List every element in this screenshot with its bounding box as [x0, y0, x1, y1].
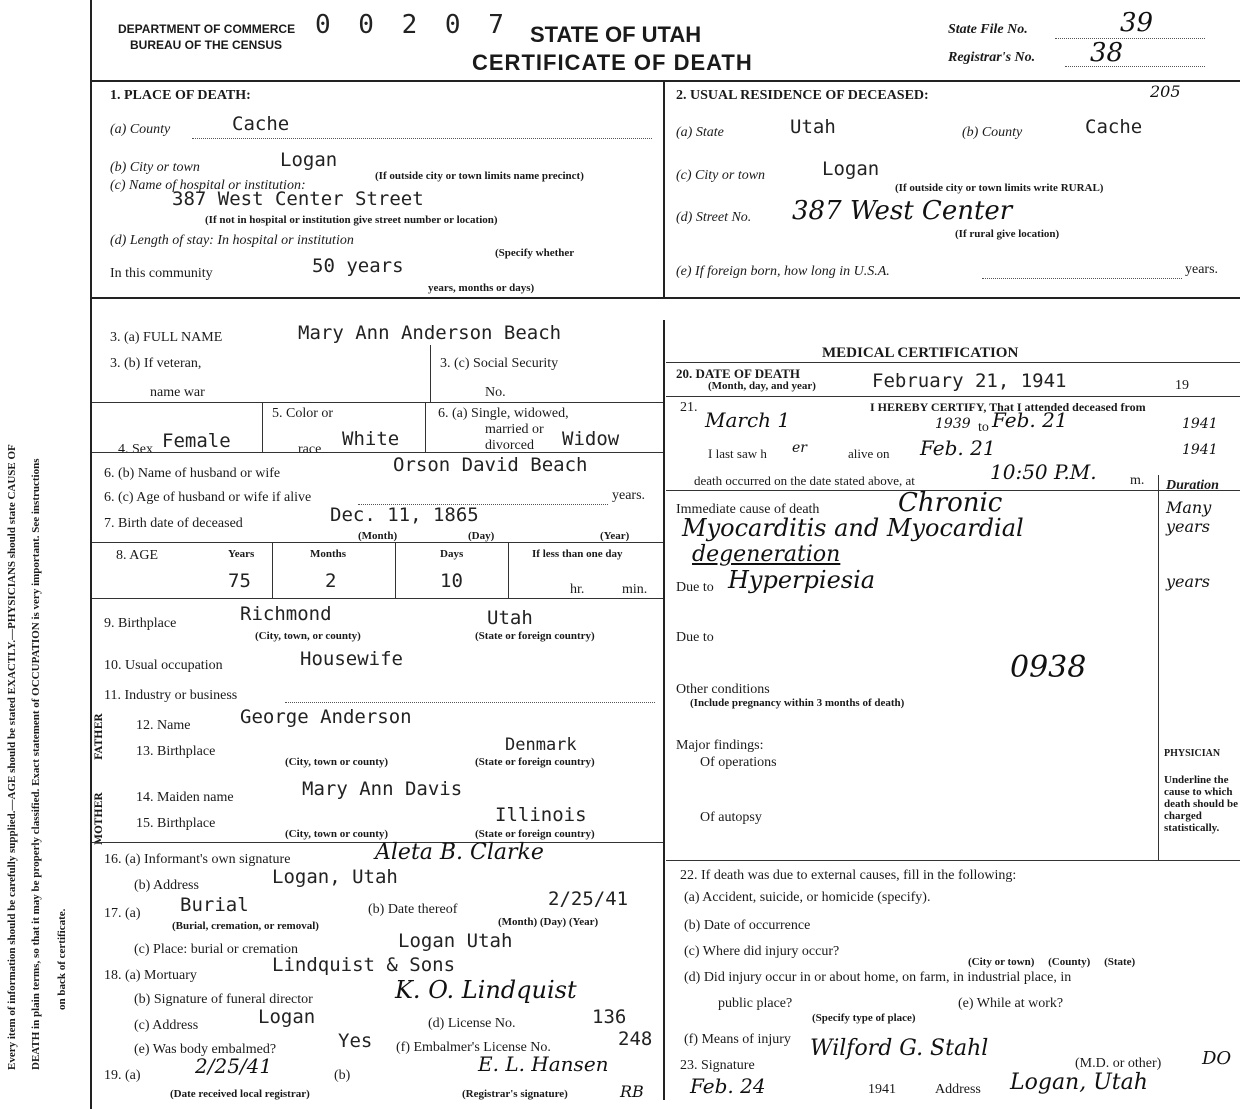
registrar-signature: E. L. Hansen [478, 1052, 609, 1076]
physician-signature: Wilford G. Stahl [810, 1036, 989, 1061]
city-value: Logan [280, 149, 338, 171]
birthplace-state: Utah [487, 607, 533, 629]
fullname-value: Mary Ann Anderson Beach [298, 322, 562, 344]
cause-line-1: Chronic [898, 488, 1003, 518]
death-time: 10:50 P.M. [990, 460, 1097, 484]
birthplace-city-note: (City, town, or county) [255, 630, 361, 642]
mother-state-note: (State or foreign country) [475, 828, 595, 840]
burial-date-note: (Month) (Day) (Year) [498, 916, 599, 928]
father-city-note: (City, town or county) [285, 756, 389, 768]
marital-label-2: married or [485, 422, 544, 437]
burial-label: 17. (a) [104, 906, 141, 921]
department-label: DEPARTMENT OF COMMERCE [118, 22, 296, 36]
last-saw-label: I last saw h [708, 446, 767, 461]
age-min: min. [622, 582, 648, 597]
industry-label: 11. Industry or business [104, 688, 238, 703]
at-work-label: (e) While at work? [958, 996, 1064, 1011]
medical-heading: MEDICAL CERTIFICATION [822, 345, 1019, 361]
attended-from-year: 1939 [935, 416, 971, 432]
father-state-note: (State or foreign country) [475, 756, 595, 768]
informant-address-value: Logan, Utah [272, 866, 398, 888]
state-file-label: State File No. [948, 22, 1028, 37]
birthplace-state-note: (State or foreign country) [475, 630, 595, 642]
res-street-label: (d) Street No. [676, 210, 752, 225]
res-city-note: (If outside city or town limits write RURAL) [895, 182, 1104, 194]
director-signature: K. O. Lindquist [395, 976, 577, 1004]
state-title: STATE OF UTAH [530, 22, 702, 47]
death-date-value: February 21, 1941 [872, 370, 1067, 392]
hospital-value: 387 West Center Street [172, 188, 424, 210]
immediate-cause-label: Immediate cause of death [676, 502, 820, 517]
alive-on-label: alive on [848, 446, 890, 461]
informant-label: 16. (a) Informant's own signature [104, 852, 291, 867]
physician-label: PHYSICIAN [1164, 748, 1221, 759]
other-conditions-note: (Include pregnancy within 3 months of death) [690, 697, 905, 709]
age-years-label: Years [228, 548, 255, 560]
birth-year-note: (Year) [600, 530, 630, 542]
race-value: White [342, 428, 400, 450]
funeral-address-label: (c) Address [134, 1018, 199, 1033]
county-value: Cache [232, 113, 290, 135]
alive-date: Feb. 21 [920, 436, 996, 460]
spouse-label: 6. (b) Name of husband or wife [104, 466, 281, 481]
res-county-label: (b) County [962, 125, 1023, 140]
occurred-label: death occurred on the date stated above, at [694, 473, 915, 488]
burial-place-label: (c) Place: burial or cremation [134, 942, 299, 957]
physician-note: Underline the cause to which death should be charged statistically. [1164, 774, 1238, 834]
res-street-value: 387 West Center [792, 196, 1013, 226]
mother-name-label: 14. Maiden name [136, 790, 234, 805]
cause-line-2: Myocarditis and Myocardial [682, 514, 1024, 542]
sign-year: 1941 [868, 1082, 896, 1097]
death-date-19: 19 [1175, 378, 1189, 393]
home-label: (d) Did injury occur in or about home, on farm, in industrial place, in [684, 970, 1072, 985]
ssn-no: No. [485, 385, 506, 400]
father-side-label: FATHER [94, 713, 105, 760]
embalmer-license-label: (f) Embalmer's License No. [396, 1040, 551, 1055]
sex-label: 4. Sex [118, 442, 153, 457]
embalmer-license-value: 248 [618, 1028, 653, 1050]
license-value: 136 [592, 1006, 627, 1028]
age-label: 8. AGE [116, 548, 158, 563]
attended-to: Feb. 21 [992, 408, 1068, 432]
filed-value: 2/25/41 [195, 1054, 273, 1078]
father-name-value: George Anderson [240, 706, 412, 728]
res-city-value: Logan [822, 158, 880, 180]
less-than-day-label: If less than one day [532, 548, 623, 560]
stat-code: 0938 [1010, 650, 1087, 685]
margin-note-1: Every item of information should be carefully supplied.—AGE should be stated EXACTLY.—PHYSICIANS should state CAUSE OF [6, 444, 18, 1070]
place-heading: 1. PLACE OF DEATH: [110, 88, 251, 103]
md-value: DO [1202, 1048, 1232, 1069]
license-label: (d) License No. [428, 1016, 516, 1031]
registrar-label: Registrar's No. [948, 50, 1036, 65]
fullname-label: 3. (a) FULL NAME [110, 330, 223, 345]
certificate-title: CERTIFICATE OF DEATH [472, 50, 753, 75]
mother-bp-value: Illinois [495, 804, 587, 826]
md-label: (M.D. or other) [1075, 1056, 1162, 1071]
bureau-label: BUREAU OF THE CENSUS [130, 38, 283, 52]
margin-note-2: DEATH in plain terms, so that it may be properly classified. Exact statement of OCCUPATION is very important. See instructions [30, 458, 42, 1070]
residence-code: 205 [1150, 82, 1181, 101]
spouse-value: Orson David Beach [393, 454, 588, 476]
marital-label-3: divorced [485, 438, 534, 453]
race-label: race [298, 442, 322, 457]
death-date-label: 20. DATE OF DEATH [676, 366, 800, 381]
attended-from: March 1 [705, 408, 791, 432]
state-file-number: 39 [1120, 8, 1154, 38]
age-hr: hr. [570, 582, 585, 597]
major-findings-label: Major findings: [676, 738, 764, 753]
burial-note: (Burial, cremation, or removal) [172, 920, 319, 932]
color-label: 5. Color or [272, 406, 334, 421]
birthplace-city: Richmond [240, 603, 332, 625]
time-m: m. [1130, 473, 1145, 488]
other-conditions-label: Other conditions [676, 682, 770, 697]
sign-date: Feb. 24 [690, 1074, 766, 1098]
res-state-label: (a) State [676, 125, 724, 140]
registrar-number: 38 [1090, 38, 1124, 68]
city-label: (b) City or town [110, 160, 200, 175]
birth-value: Dec. 11, 1865 [330, 504, 479, 526]
community-label: In this community [110, 266, 213, 281]
war-label: name war [150, 385, 205, 400]
funeral-address-value: Logan [258, 1006, 316, 1028]
certify-text: I HEREBY CERTIFY, That I attended deceased from [870, 400, 1146, 414]
stay-label: (d) Length of stay: In hospital or institution [110, 233, 354, 248]
certify-number: 21. [680, 400, 698, 415]
res-state-value: Utah [790, 116, 836, 138]
informant-signature: Aleta B. Clarke [375, 840, 544, 865]
burial-date-value: 2/25/41 [548, 888, 629, 910]
cause-line-3: degeneration [692, 542, 841, 567]
age-years-value: 75 [228, 570, 251, 592]
physician-address: Logan, Utah [1010, 1070, 1148, 1095]
where-label: (c) Where did injury occur? [684, 944, 840, 959]
specify-place-note: (Specify type of place) [812, 1012, 916, 1024]
accident-label: (a) Accident, suicide, or homicide (specify). [684, 890, 931, 905]
county-label: (a) County [110, 122, 171, 137]
embalmed-value: Yes [338, 1030, 373, 1052]
filed-note: (Date received local registrar) [170, 1088, 310, 1100]
mother-city-note: (City, town or county) [285, 828, 389, 840]
foreign-label: (e) If foreign born, how long in U.S.A. [676, 264, 890, 279]
attended-to-year: 1941 [1182, 416, 1218, 432]
foreign-years: years. [1185, 262, 1219, 277]
age-days-label: Days [440, 548, 464, 560]
mortuary-label: 18. (a) Mortuary [104, 968, 197, 983]
death-date-note: (Month, day, and year) [708, 380, 816, 392]
spouse-age-label: 6. (c) Age of husband or wife if alive [104, 490, 312, 505]
mother-bp-label: 15. Birthplace [136, 816, 216, 831]
due-to-value-1: Hyperpiesia [728, 566, 876, 594]
age-months-value: 2 [325, 570, 337, 592]
res-city-label: (c) City or town [676, 168, 766, 183]
last-saw-her: er [792, 440, 807, 456]
occupation-value: Housewife [300, 648, 403, 670]
age-months-label: Months [310, 548, 347, 560]
to-label: to [978, 420, 989, 435]
birth-day-note: (Day) [468, 530, 495, 542]
father-bp-value: Denmark [505, 735, 577, 755]
registrar-note: (Registrar's signature) [462, 1088, 568, 1100]
birthplace-label: 9. Birthplace [104, 616, 177, 631]
occurrence-label: (b) Date of occurrence [684, 918, 811, 933]
marital-value: Widow [562, 428, 620, 450]
due-to-label-1: Due to [676, 580, 714, 595]
registrar-initials: RB [620, 1082, 644, 1101]
birth-label: 7. Birth date of deceased [104, 516, 243, 531]
hospital-note: (If not in hospital or institution give street number or location) [205, 214, 498, 226]
father-name-label: 12. Name [136, 718, 191, 733]
res-street-note: (If rural give location) [955, 228, 1060, 240]
margin-note-3: on back of certificate. [56, 908, 68, 1010]
burial-date-label: (b) Date thereof [368, 902, 458, 917]
operations-label: Of operations [700, 755, 777, 770]
spouse-age-years: years. [612, 488, 646, 503]
duration-value-2: years [1166, 572, 1210, 591]
city-note: (If outside city or town limits name precinct) [375, 170, 584, 182]
means-label: (f) Means of injury [684, 1032, 791, 1047]
units-note: years, months or days) [428, 282, 535, 294]
occupation-label: 10. Usual occupation [104, 658, 223, 673]
filed-label: 19. (a) [104, 1068, 141, 1083]
birth-month-note: (Month) [358, 530, 398, 542]
due-to-label-2: Due to [676, 630, 714, 645]
burial-place-value: Logan Utah [398, 930, 513, 952]
mortuary-value: Lindquist & Sons [272, 954, 456, 976]
duration-value-1: Many years [1166, 498, 1212, 536]
community-value: 50 years [312, 255, 404, 277]
father-bp-label: 13. Birthplace [136, 744, 216, 759]
ssn-label: 3. (c) Social Security [440, 356, 559, 371]
veteran-label: 3. (b) If veteran, [110, 356, 202, 371]
specify-note: (Specify whether [495, 247, 575, 259]
registrar-b-label: (b) [334, 1068, 351, 1083]
where-note: (City or town) (County) (State) [968, 956, 1136, 968]
public-label: public place? [718, 996, 793, 1011]
certificate-number: 0 0 2 0 7 [315, 10, 510, 40]
autopsy-label: Of autopsy [700, 810, 762, 825]
director-label: (b) Signature of funeral director [134, 992, 313, 1007]
sex-value: Female [162, 430, 231, 452]
res-county-value: Cache [1085, 116, 1143, 138]
informant-address-label: (b) Address [134, 878, 199, 893]
burial-value: Burial [180, 894, 249, 916]
address-label: Address [935, 1082, 981, 1097]
external-heading: 22. If death was due to external causes, fill in the following: [680, 868, 1017, 883]
mother-side-label: MOTHER [94, 792, 105, 845]
mother-name-value: Mary Ann Davis [302, 778, 463, 800]
alive-year: 1941 [1182, 442, 1218, 458]
age-days-value: 10 [440, 570, 463, 592]
marital-label-1: 6. (a) Single, widowed, [438, 406, 569, 421]
embalmed-label: (e) Was body embalmed? [134, 1042, 277, 1057]
signature-label: 23. Signature [680, 1058, 755, 1073]
residence-heading: 2. USUAL RESIDENCE OF DECEASED: [676, 88, 929, 103]
duration-label: Duration [1166, 478, 1219, 493]
hospital-label: (c) Name of hospital or institution: [110, 178, 306, 193]
